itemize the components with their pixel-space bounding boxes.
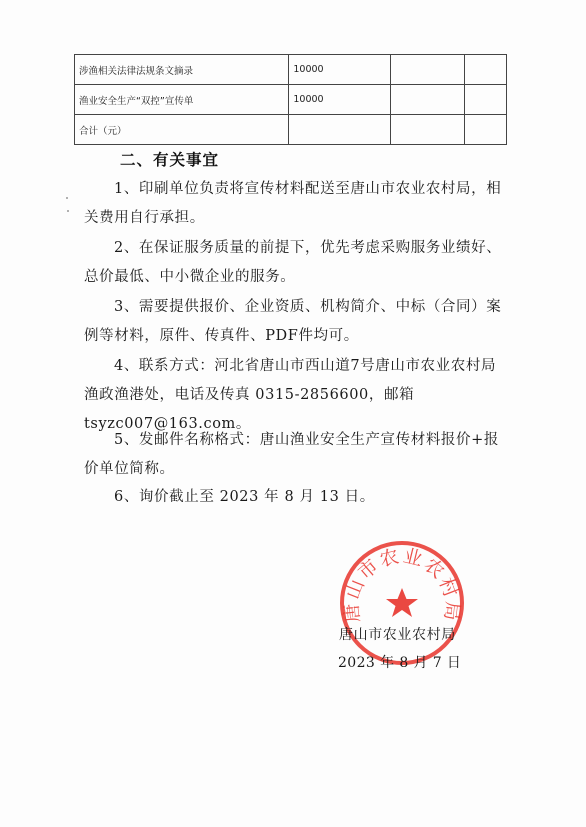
- paragraph-text: 3、需要提供报价、企业资质、机构简介、中标（合同）案例等材料，原件、传真件、PDF件均可。: [84, 299, 502, 344]
- price-quote-table: [74, 54, 507, 145]
- table-cell-quantity: 10000: [289, 85, 391, 115]
- table-cell-item: 渔业安全生产“双控”宣传单: [75, 85, 289, 115]
- table-cell-total: [465, 85, 507, 115]
- table-cell-item: 涉渔相关法律法规条文摘录: [75, 55, 289, 85]
- table-cell-quantity: [289, 115, 391, 145]
- svg-text:唐山市农业农村局: 唐山市农业农村局: [340, 544, 464, 624]
- paragraph-text: 5、发邮件名称格式：唐山渔业安全生产宣传材料报价+报价单位简称。: [84, 432, 499, 477]
- paragraph-text: 2、在保证服务质量的前提下，优先考虑采购服务业绩好、总价最低、中小微企业的服务。: [84, 240, 502, 285]
- paragraph-5: [84, 426, 504, 484]
- scan-speck: [66, 197, 68, 199]
- paragraph-6: [84, 483, 504, 512]
- paragraph-text: 1、印刷单位负责将宣传材料配送至唐山市农业农村局，相关费用自行承担。: [84, 181, 502, 226]
- table-cell-price: [391, 85, 465, 115]
- paragraph-text: 4、联系方式：河北省唐山市西山道7号唐山市农业农村局渔政渔港处，电话及传真 0315-2856600，邮箱 tsyzc007@163.com。: [84, 358, 497, 432]
- official-seal-icon: [337, 538, 467, 668]
- table-cell-total: [465, 55, 507, 85]
- table-cell-quantity: 10000: [289, 55, 391, 85]
- table-cell-price: [391, 115, 465, 145]
- paragraph-3: [84, 293, 504, 351]
- table-row: [75, 85, 507, 115]
- paragraph-2: [84, 234, 504, 292]
- table-row-total: [75, 115, 507, 145]
- section-title: 二、有关事宜: [120, 151, 220, 169]
- paragraph-text: 6、询价截止至 2023 年 8 月 13 日。: [114, 489, 375, 505]
- table-cell-item: 合计（元）: [75, 115, 289, 145]
- table-cell-total: [465, 115, 507, 145]
- scan-speck: [67, 210, 69, 212]
- signature-org: 唐山市农业农村局: [339, 627, 456, 643]
- table-row: [75, 55, 507, 85]
- table-cell-price: [391, 55, 465, 85]
- paragraph-1: [84, 175, 504, 233]
- signature-date: 2023 年 8 月 7 日: [338, 655, 462, 671]
